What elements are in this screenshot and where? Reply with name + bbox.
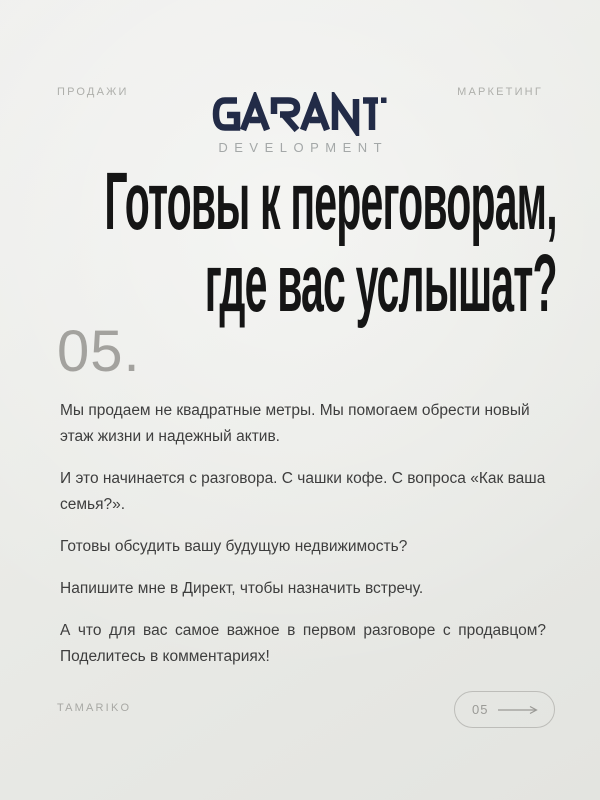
author-handle: TAMARIKO [57,702,132,714]
paragraph-cta-direct: Напишите мне в Директ, чтобы назначить встречу. [60,580,424,597]
long-right-arrow-icon [497,705,539,715]
paragraph-conversation: И это начинается с разговора. С чашки кофе. С вопроса «Как ваша семья?». [60,470,546,513]
body-text [60,398,546,686]
category-label-sales: ПРОДАЖИ [57,86,129,98]
slide-headline [0,156,557,329]
brand-logo [0,92,600,155]
page-number-badge: 05 [472,702,489,717]
paragraph-question: Готовы обсудить вашу будущую недвижимость? [60,538,408,555]
logo-subtitle: DEVELOPMENT [218,140,389,155]
paragraph-intro: Мы продаем не квадратные метры. Мы помогаем обрести новый этаж жизни и надежный актив. [60,402,530,445]
next-page-button[interactable] [454,691,555,728]
slide-index-number: 05. [57,319,141,384]
garant-wordmark-icon [212,92,388,136]
headline-line-1: Готовы к переговорам, [104,156,557,247]
paragraph-cta-comments: А что для вас самое важное в первом разговоре с продавцом? Поделитесь в комментариях! [60,622,546,665]
headline-line-2: где вас услышат? [204,238,557,329]
category-label-marketing: МАРКЕТИНГ [457,86,543,98]
